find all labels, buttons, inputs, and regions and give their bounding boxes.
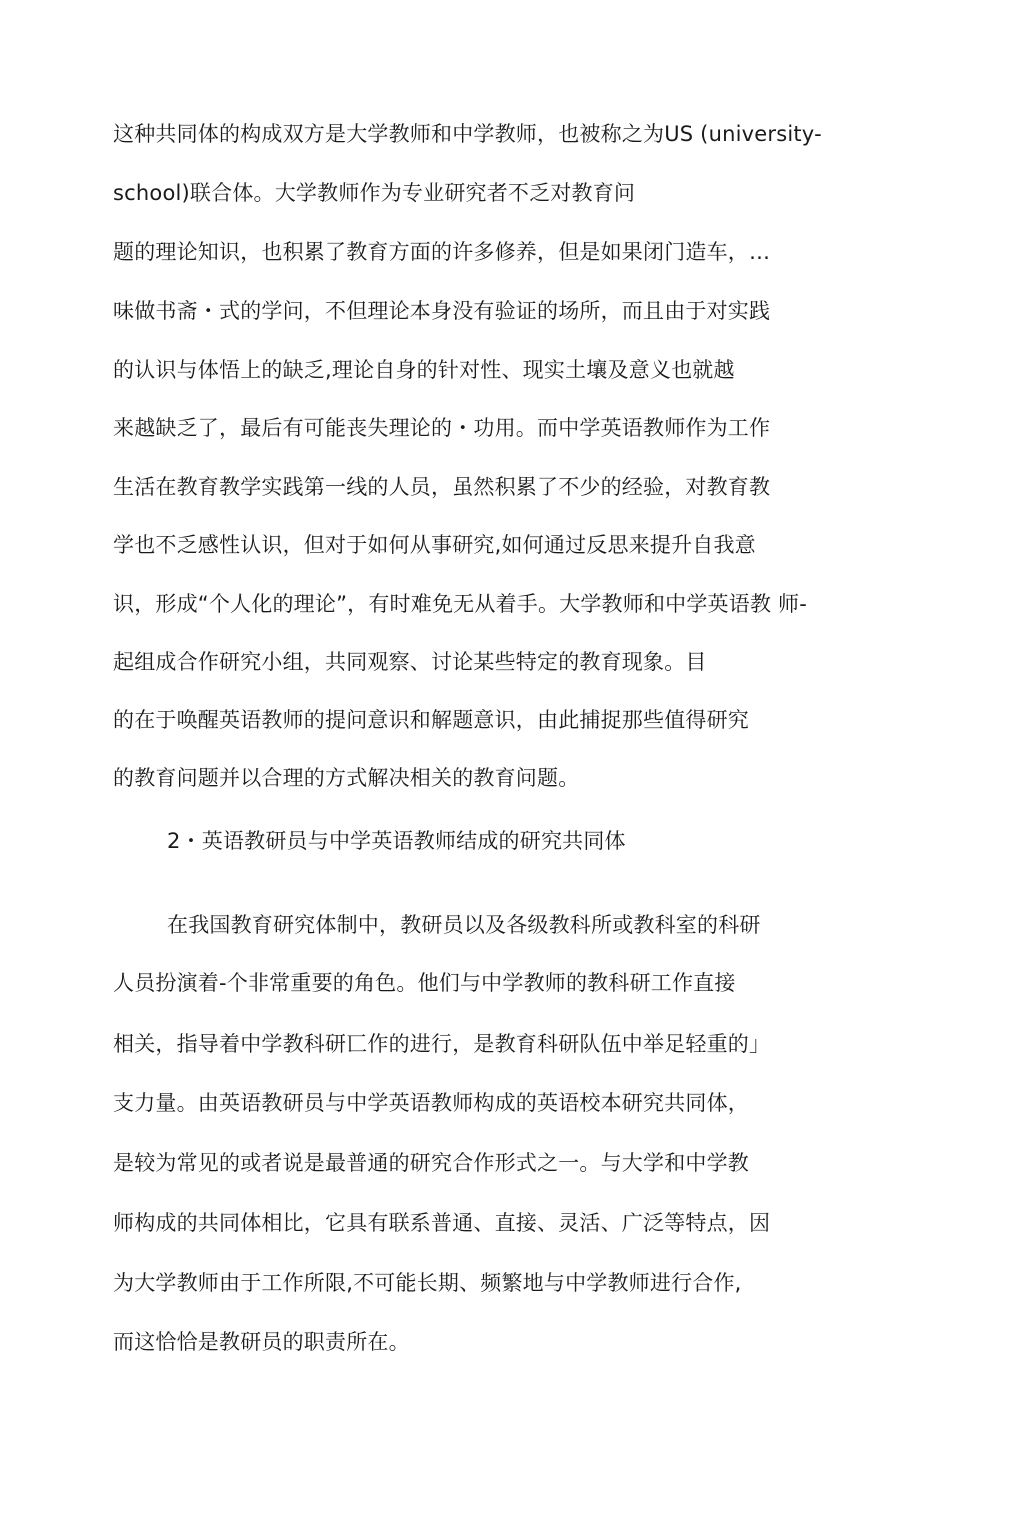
paragraph-1-line-5: 的认识与体悟上的缺乏,理论自身的针对性、现实土壤及意义也就越	[113, 358, 735, 382]
paragraph-2-line-2: 人员扮演着-个非常重要的角色。他们与中学教师的教科研工作直接	[113, 971, 736, 995]
paragraph-1-line-7: 生活在教育教学实践第一线的人员，虽然积累了不少的经验，对教育教	[113, 475, 771, 499]
paragraph-1-line-11: 的在于唤醒英语教师的提问意识和解题意识，由此捕捉那些值得研究	[113, 708, 749, 732]
paragraph-2-line-6: 师构成的共同体相比，它具有联系普通、直接、灵活、广泛等特点，因	[113, 1211, 771, 1235]
paragraph-1-line-10: 起组成合作研究小组，共同观察、讨论某些特定的教育现象。目	[113, 650, 707, 674]
paragraph-2-line-8: 而这恰恰是教研员的职责所在。	[113, 1330, 410, 1354]
paragraph-2-line-5: 是较为常见的或者说是最普通的研究合作形式之一。与大学和中学教	[113, 1151, 749, 1175]
paragraph-1-line-1: 这种共同体的构成双方是大学教师和中学教师，也被称之为US (university-	[113, 122, 822, 146]
paragraph-1-line-9: 识，形成“个人化的理论”，有时难免无从着手。大学教师和中学英语教 师-	[113, 592, 808, 616]
paragraph-2-line-7: 为大学教师由于工作所限,不可能长期、频繁地与中学教师进行合作,	[113, 1271, 742, 1295]
paragraph-1-line-2: school)联合体。大学教师作为专业研究者不乏对教育问	[113, 181, 636, 205]
paragraph-1-line-8: 学也不乏感性认识，但对于如何从事研究,如何通过反思来提升自我意	[113, 533, 756, 557]
paragraph-1-line-6: 来越缺乏了，最后有可能丧失理论的・功用。而中学英语教师作为工作	[113, 416, 771, 440]
paragraph-2-line-3: 相关，指导着中学教科研匸作的进行，是教育科研队伍中举足轻重的」	[113, 1032, 771, 1056]
paragraph-1-line-12: 的教育问题并以合理的方式解决相关的教育问题。	[113, 766, 580, 790]
paragraph-1-line-3: 题的理论知识，也积累了教育方面的许多修养，但是如果闭门造车，…	[113, 240, 771, 264]
paragraph-2-line-4: 支力量。由英语教研员与中学英语教师构成的英语校本研究共同体，	[113, 1091, 749, 1115]
section-heading: 2・英语教研员与中学英语教师结成的研究共同体	[167, 829, 626, 853]
paragraph-2-line-1: 在我国教育研究体制中，教研员以及各级教科所或教科室的科研	[167, 913, 761, 937]
paragraph-1-line-4: 味做书斋・式的学问，不但理论本身没有验证的场所，而且由于对实践	[113, 299, 771, 323]
